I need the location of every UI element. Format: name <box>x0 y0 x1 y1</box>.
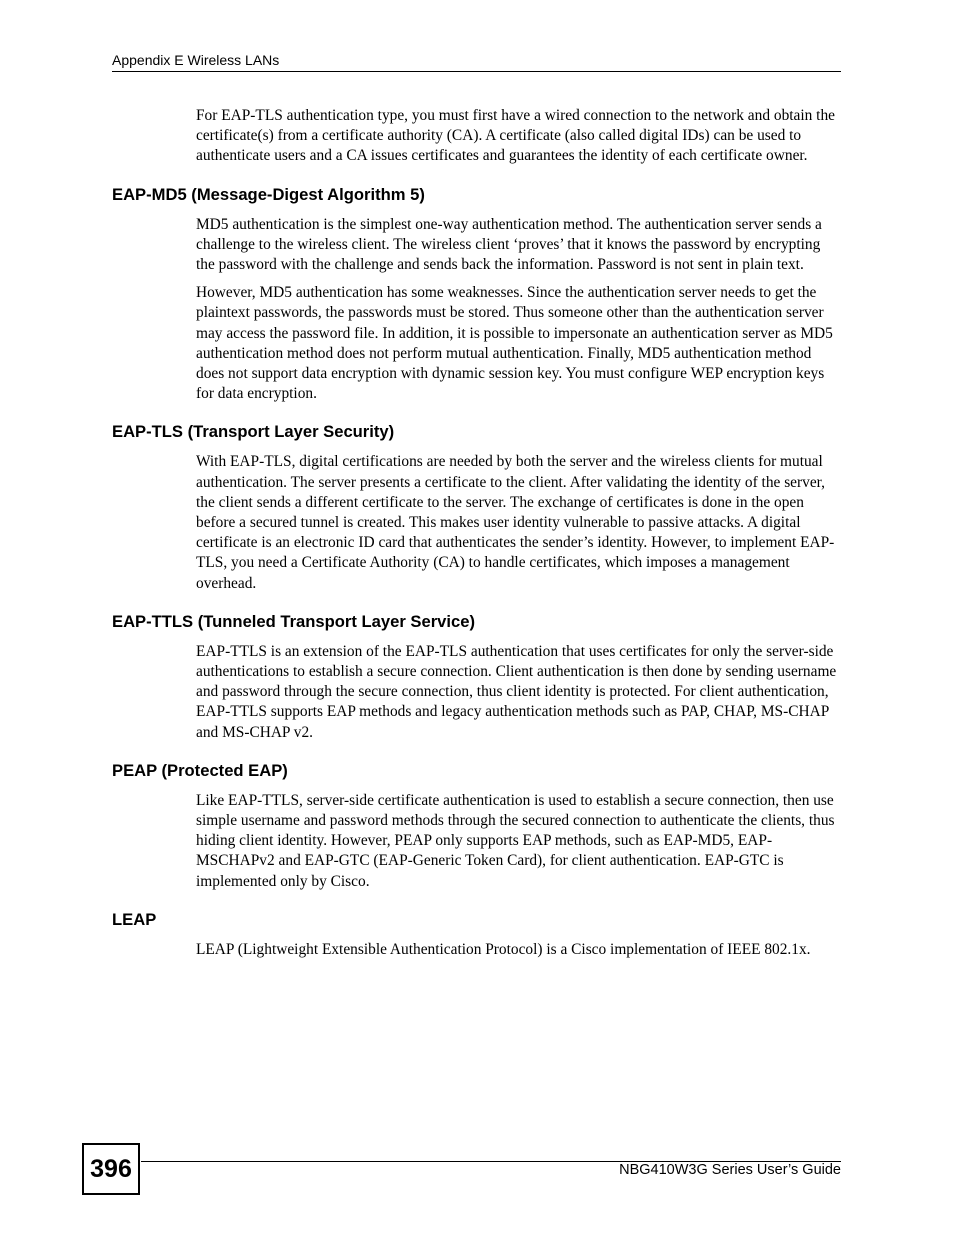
running-header: Appendix E Wireless LANs <box>112 52 280 68</box>
body-paragraph: MD5 authentication is the simplest one-way authentication method. The authentication server sends a challenge to the wireless client. The wireless client ‘proves’ that it knows the password by encrypting the password with the challenge and sends back the information. Password is not sent in plain text. <box>196 215 822 274</box>
guide-title: NBG410W3G Series User’s Guide <box>619 1162 841 1178</box>
section-heading: EAP-TLS (Transport Layer Security) <box>112 422 395 442</box>
body-paragraph: With EAP-TLS, digital certifications are needed by both the server and the wireless clients for mutual authentication. The server presents a certificate to the client. After validating the identity of the server, the client sends a different certificate to the server. The exchange of certificates is done in the open before a secured tunnel is created. This makes user identity vulnerable to passive attacks. A digital certificate is an electronic ID card that authenticates the sender’s identity. However, to implement EAP-TLS, you need a Certificate Authority (CA) to handle certificates, which imposes a management overhead. <box>196 453 835 592</box>
section-heading: LEAP <box>112 909 157 929</box>
section-leap <box>112 910 841 960</box>
intro-paragraph: For EAP-TLS authentication type, you must first have a wired connection to the network and obtain the certificate(s) from a certificate authority (CA). A certificate (also called digital IDs) can be used to authenticate users and a CA issues certificates and guarantees the identity of each certificate owner. <box>196 107 835 165</box>
section-eap-ttls <box>112 612 841 743</box>
body-paragraph: LEAP (Lightweight Extensible Authentication Protocol) is a Cisco implementation of IEEE 802.1x. <box>196 940 811 958</box>
header-divider <box>112 71 841 72</box>
page-body <box>112 106 841 968</box>
page-number: 396 <box>82 1143 140 1195</box>
section-peap <box>112 761 841 892</box>
section-heading: EAP-MD5 (Message-Digest Algorithm 5) <box>112 184 425 204</box>
section-heading: EAP-TTLS (Tunneled Transport Layer Service) <box>112 611 475 631</box>
section-eap-tls <box>112 422 841 593</box>
section-eap-md5 <box>112 185 841 405</box>
body-paragraph: EAP-TTLS is an extension of the EAP-TLS authentication that uses certificates for only the server-side authentications to establish a secure connection. Client authentication is then done by sending username and password through the secure connection, thus client identity is protected. For client authentication, EAP-TTLS supports EAP methods and legacy authentication methods such as PAP, CHAP, MS-CHAP and MS-CHAP v2. <box>196 642 837 741</box>
body-paragraph: Like EAP-TTLS, server-side certificate authentication is used to establish a secure connection, then use simple username and password methods through the secured connection to authenticate the clients, thus hiding client identity. However, PEAP only supports EAP methods, such as EAP-MD5, EAP-MSCHAPv2 and EAP-GTC (EAP-Generic Token Card), for client authentication. EAP-GTC is implemented only by Cisco. <box>196 791 835 890</box>
section-heading: PEAP (Protected EAP) <box>112 760 288 780</box>
body-paragraph: However, MD5 authentication has some weaknesses. Since the authentication server needs to get the plaintext passwords, the passwords must be stored. Thus someone other than the authentication server may access the password file. In addition, it is possible to impersonate an authentication server as MD5 authentication method does not perform mutual authentication. Finally, MD5 authentication method does not support data encryption with dynamic session key. You must configure WEP encryption keys for data encryption. <box>196 284 833 403</box>
